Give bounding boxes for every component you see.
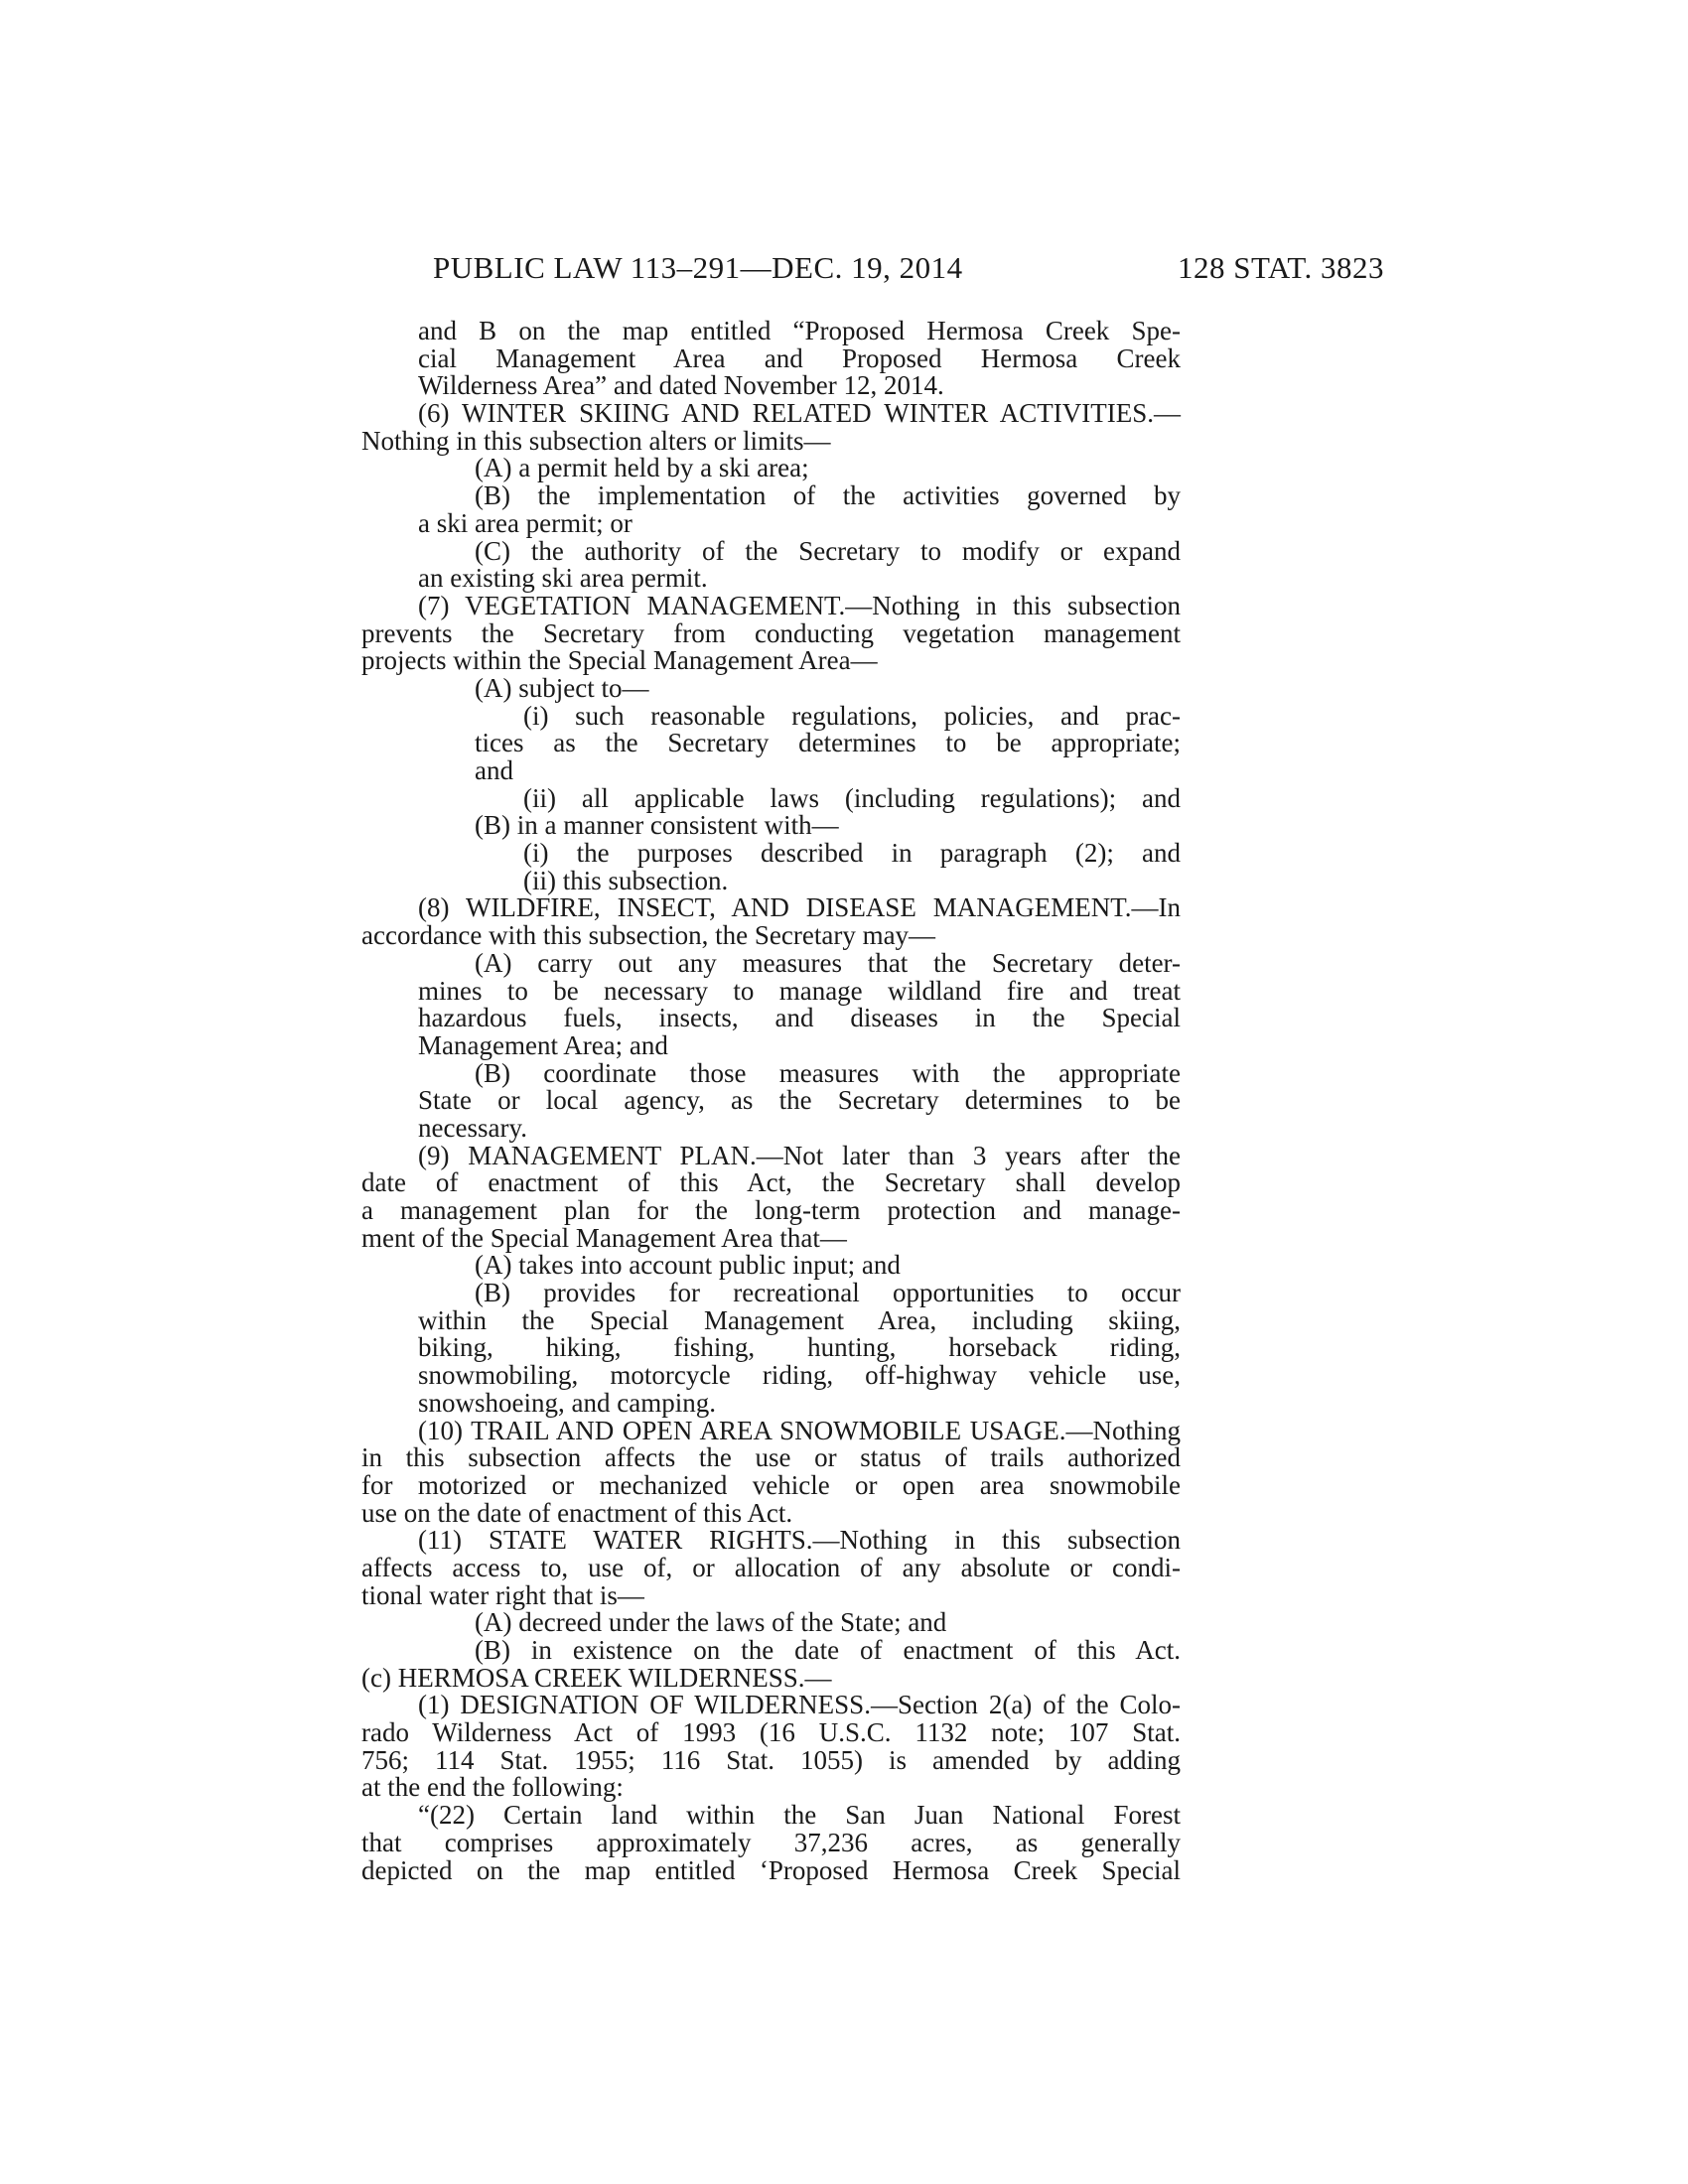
text-line: in this subsection affects the use or status of trails authorized [361, 1442, 1181, 1473]
text-line: cial Management Area and Proposed Hermosa Creek [418, 342, 1181, 373]
text-line: (B) the implementation of the activities governed by [475, 480, 1181, 511]
running-head: PUBLIC LAW 113–291—DEC. 19, 2014 [433, 250, 963, 285]
text-line: tional water right that is— [361, 1579, 644, 1610]
text-line: depicted on the map entitled ‘Proposed Hermosa Creek Special [361, 1854, 1181, 1885]
text-line: (7) VEGETATION MANAGEMENT.—Nothing in this subsection [418, 590, 1181, 620]
text-line: date of enactment of this Act, the Secretary shall develop [361, 1167, 1181, 1198]
text-line: (6) WINTER SKIING AND RELATED WINTER ACTIVITIES.— [418, 398, 1181, 429]
text-line: a ski area permit; or [418, 507, 633, 538]
text-line: (ii) this subsection. [523, 865, 729, 895]
text-line: prevents the Secretary from conducting vegetation management [361, 617, 1181, 648]
text-line: and B on the map entitled “Proposed Hermosa Creek Spe- [418, 316, 1181, 345]
text-line: (1) DESIGNATION OF WILDERNESS.—Section 2(a) of the Colo- [418, 1690, 1181, 1720]
text-line: (B) provides for recreational opportunities to occur [475, 1278, 1181, 1308]
text-line: ment of the Special Management Area that— [361, 1222, 847, 1253]
text-line: mines to be necessary to manage wildland fire and treat [418, 975, 1181, 1006]
text-line: for motorized or mechanized vehicle or open area snowmobile [361, 1469, 1181, 1500]
text-line: Management Area; and [418, 1029, 668, 1060]
text-line: Nothing in this subsection alters or limits— [361, 425, 831, 456]
text-line: accordance with this subsection, the Secretary may— [361, 920, 936, 951]
text-line: hazardous fuels, insects, and diseases in the Special [418, 1003, 1181, 1033]
text-line: (B) coordinate those measures with the appropriate [475, 1057, 1181, 1088]
text-line: (A) carry out any measures that the Secretary deter- [475, 947, 1181, 978]
text-line: (A) subject to— [475, 672, 649, 703]
text-line: use on the date of enactment of this Act. [361, 1497, 793, 1528]
text-line: that comprises approximately 37,236 acres, as generally [361, 1827, 1181, 1857]
text-line: (c) HERMOSA CREEK WILDERNESS.— [361, 1662, 832, 1693]
text-line: (A) decreed under the laws of the State; and [475, 1607, 947, 1638]
text-line: snowmobiling, motorcycle riding, off-highway vehicle use, [418, 1360, 1181, 1391]
text-line: (10) TRAIL AND OPEN AREA SNOWMOBILE USAGE.—Nothing [418, 1415, 1181, 1445]
text-line: projects within the Special Management Area— [361, 645, 878, 676]
text-line: (A) a permit held by a ski area; [475, 453, 809, 483]
text-line: (8) WILDFIRE, INSECT, AND DISEASE MANAGEMENT.—In [418, 892, 1181, 923]
text-line: “(22) Certain land within the San Juan National Forest [418, 1800, 1181, 1831]
text-line: rado Wilderness Act of 1993 (16 U.S.C. 1132 note; 107 Stat. [361, 1717, 1181, 1748]
text-line: at the end the following: [361, 1772, 624, 1803]
text-line: tices as the Secretary determines to be appropriate; [475, 728, 1181, 758]
text-line: snowshoeing, and camping. [418, 1387, 716, 1418]
text-line: affects access to, use of, or allocation of any absolute or condi- [361, 1552, 1181, 1582]
text-line: and [475, 755, 513, 785]
text-line: (A) takes into account public input; and [475, 1250, 901, 1281]
text-line: necessary. [418, 1112, 527, 1143]
text-line: biking, hiking, fishing, hunting, horseback riding, [418, 1332, 1181, 1363]
page-header [433, 250, 1384, 290]
text-line: an existing ski area permit. [418, 563, 708, 594]
text-line: (C) the authority of the Secretary to modify or expand [475, 535, 1181, 566]
text-line: (i) the purposes described in paragraph (2); and [523, 838, 1181, 869]
text-line: State or local agency, as the Secretary determines to be [418, 1085, 1181, 1116]
text-line: (11) STATE WATER RIGHTS.—Nothing in this subsection [418, 1525, 1181, 1556]
text-line: 756; 114 Stat. 1955; 116 Stat. 1055) is amended by adding [361, 1744, 1181, 1775]
stat-page-number: 128 STAT. 3823 [1177, 250, 1384, 285]
text-line: Wilderness Area” and dated November 12, 2014. [418, 370, 944, 401]
text-line: a management plan for the long-term protection and manage- [361, 1195, 1181, 1225]
statute-body-text [361, 318, 1181, 1884]
text-line: (B) in a manner consistent with— [475, 810, 839, 841]
text-line: (B) in existence on the date of enactment of this Act. [475, 1635, 1181, 1665]
text-line: (9) MANAGEMENT PLAN.—Not later than 3 years after the [418, 1140, 1181, 1170]
text-line: (ii) all applicable laws (including regulations); and [523, 782, 1181, 813]
text-line: (i) such reasonable regulations, policies, and prac- [523, 700, 1181, 731]
text-line: within the Special Management Area, including skiing, [418, 1304, 1181, 1335]
